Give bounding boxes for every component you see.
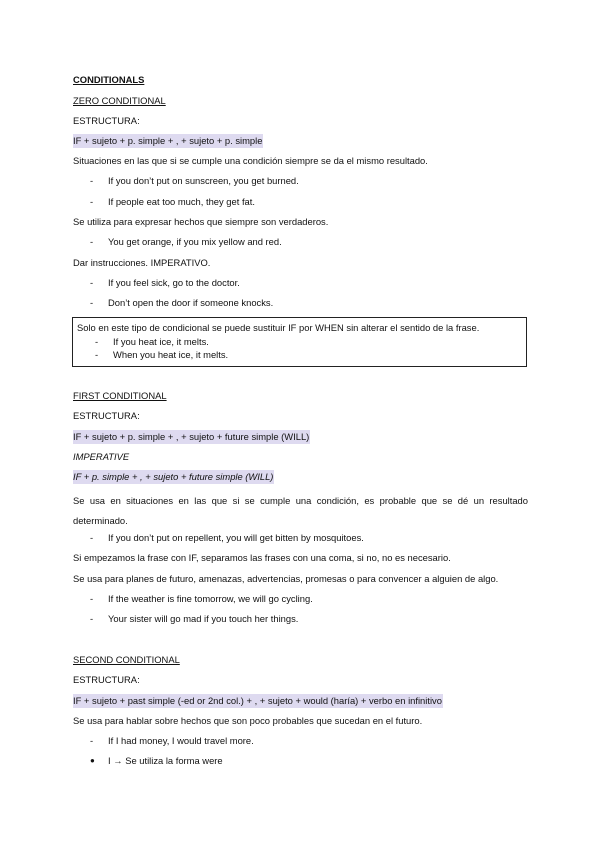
dash-marker: - xyxy=(90,277,94,288)
first-description-2: Si empezamos la frase con IF, separamos las frases con una coma, si no, no es necesario. xyxy=(73,552,451,563)
example-text: If you heat ice, it melts. xyxy=(113,336,209,347)
example-text: If you don’t put on sunscreen, you get burned. xyxy=(108,175,299,186)
first-imperative-formula-text: IF + p. simple + , + sujeto + future simple (WILL) xyxy=(73,471,274,482)
first-formula-text: IF + sujeto + p. simple + , + sujeto + future simple (WILL) xyxy=(73,431,310,442)
first-description-3: Se usa para planes de futuro, amenazas, advertencias, promesas o para convencer a alguien de algo. xyxy=(73,573,499,584)
dash-marker: - xyxy=(90,532,94,543)
example-text: If you feel sick, go to the doctor. xyxy=(108,277,240,288)
zero-description-1: Situaciones en las que si se cumple una condición siempre se da el mismo resultado. xyxy=(73,155,428,166)
zero-formula xyxy=(73,135,263,147)
document-title: CONDITIONALS xyxy=(73,74,145,85)
dot-marker: ● xyxy=(90,756,95,765)
second-formula-text: IF + sujeto + past simple (-ed or 2nd col.) + , + sujeto + would (haría) + verbo en infinitivo xyxy=(73,695,442,706)
dash-marker: - xyxy=(90,735,94,746)
second-formula xyxy=(73,695,443,707)
first-description-1: Se usa en situaciones en las que si se cumple una condición, es probable que se dé un resultado determinado. xyxy=(73,495,528,526)
second-conditional-heading: SECOND CONDITIONAL xyxy=(73,654,180,665)
example-text: You get orange, if you mix yellow and red. xyxy=(108,236,282,247)
dash-marker: - xyxy=(95,349,99,360)
example-text: Don’t open the door if someone knocks. xyxy=(108,297,274,308)
note-text: I → Se utiliza la forma were xyxy=(108,755,223,766)
example-text: If people eat too much, they get fat. xyxy=(108,196,255,207)
second-estructura-label: ESTRUCTURA: xyxy=(73,674,140,685)
zero-formula-text: IF + sujeto + p. simple + , + sujeto + p. simple xyxy=(73,135,263,146)
dash-marker: - xyxy=(90,236,94,247)
zero-conditional-heading: ZERO CONDITIONAL xyxy=(73,95,166,106)
dash-marker: - xyxy=(90,297,94,308)
dash-marker: - xyxy=(90,175,94,186)
when-note-text: Solo en este tipo de condicional se puede sustituir IF por WHEN sin alterar el sentido de la frase. xyxy=(77,322,480,333)
example-text: If I had money, I would travel more. xyxy=(108,735,254,746)
first-formula xyxy=(73,431,310,443)
first-imperative-formula xyxy=(73,471,274,483)
example-text: Your sister will go mad if you touch her things. xyxy=(108,613,299,624)
example-text: If you don’t put on repellent, you will get bitten by mosquitoes. xyxy=(108,532,364,543)
example-text: If the weather is fine tomorrow, we will go cycling. xyxy=(108,593,313,604)
example-text: When you heat ice, it melts. xyxy=(113,349,229,360)
zero-description-3: Dar instrucciones. IMPERATIVO. xyxy=(73,257,211,268)
second-description-1: Se usa para hablar sobre hechos que son poco probables que sucedan en el futuro. xyxy=(73,715,423,726)
dash-marker: - xyxy=(90,196,94,207)
dash-marker: - xyxy=(90,593,94,604)
first-imperative-label: IMPERATIVE xyxy=(73,451,130,462)
dash-marker: - xyxy=(90,613,94,624)
first-conditional-heading: FIRST CONDITIONAL xyxy=(73,390,167,401)
zero-description-2: Se utiliza para expresar hechos que siempre son verdaderos. xyxy=(73,216,329,227)
first-estructura-label: ESTRUCTURA: xyxy=(73,410,140,421)
zero-estructura-label: ESTRUCTURA: xyxy=(73,115,140,126)
dash-marker: - xyxy=(95,336,99,347)
